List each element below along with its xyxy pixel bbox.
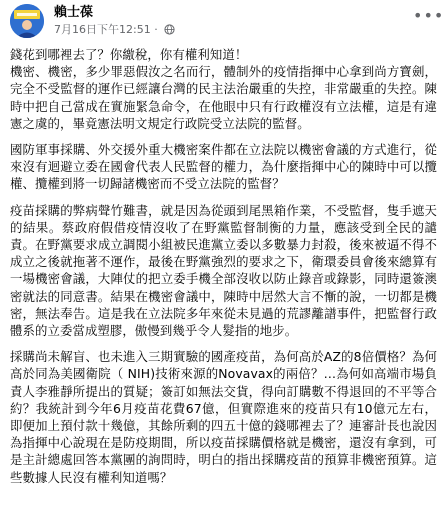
avatar[interactable] (10, 4, 44, 38)
post-body (10, 46, 437, 495)
post-header (10, 4, 445, 38)
post-timestamp[interactable]: 7月16日下午12:51 (54, 23, 151, 36)
post-paragraph: 錢花到哪裡去了？你繳稅，你有權利知道！ 機密、機密，多少罪惡假汝之名而行，體制外的疫情指揮中心拿到尚方寶劍，完全不受監督的運作已經讓台灣的民主法治嚴重的失控，非常嚴重的失控。陳時中把自己當成在實施緊急命令，在他眼中只有行政權沒有立法權，這是有違憲之虞的，畢竟憲法明文規定行政院受立法院的監督。 (10, 47, 437, 131)
globe-icon (164, 24, 175, 38)
meta-separator: · (154, 23, 158, 36)
author-name[interactable]: 賴士葆 (54, 5, 94, 20)
post-paragraph: 採購尚未解盲、也未進入三期實驗的國產疫苗，為何高於AZ的8倍價格？為何高於同為美國衛院（ NIH)技術來源的Novavax的兩倍？…為何如高端市場負責人李雅靜所提出的質疑；簽訂如無法交貨，得向訂購數不得退回的不平等合約？我統計到今年6月疫苗花費67億，但實際進來的疫苗只有10億元左右，即便加上預付款十幾億，其餘所剩的四五十億的錢哪裡去了？連審計長也說因為指揮中心說現在是防疫期間，所以疫苗採購價格就是機密，還沒有拿到，可是主計總處回答本黨團的詢問時，明白的指出採購疫苗的預算非機密預算。這些數據人民沒有權利知道嗎？ (10, 349, 437, 485)
post-paragraph: 疫苗採購的弊病聲竹難書，就是因為從頭到尾黑箱作業，不受監督，隻手遮天的結果。蔡政府假借疫情沒收了在野黨監督制衡的力量，應該受到全民的譴責。在野黨要求成立調閱小組被民進黨立委以多數暴力封殺，後來被逼不得不成立之後就拖著不運作，最後在野黨強烈的要求之下，衛環委員會後來總算有一場機密會議，大陣仗的把立委手機全部沒收以防止錄音或錄影，同時還簽澳密就法的同意書。結果在機密會議中，陳時中居然大言不慚的說，一切都是機密，無法奉告。這是我在立法院多年來從未見過的荒謬離譜事件，把監督行政體系的立委當成塑膠，傲慢到幾乎令人髮指的地步。 (10, 202, 437, 339)
politician-avatar-icon (10, 4, 44, 38)
more-options-icon[interactable]: ••• (413, 6, 445, 25)
post-meta (54, 23, 175, 38)
post-paragraph: 國防軍事採購、外交援外重大機密案件都在立法院以機密會議的方式進行，從來沒有迴避立委在國會代表人民監督的權力，為什麼指揮中心的陳時中可以攬權、攬權到將一切歸諸機密而不受立法院的監督？ (10, 142, 437, 192)
